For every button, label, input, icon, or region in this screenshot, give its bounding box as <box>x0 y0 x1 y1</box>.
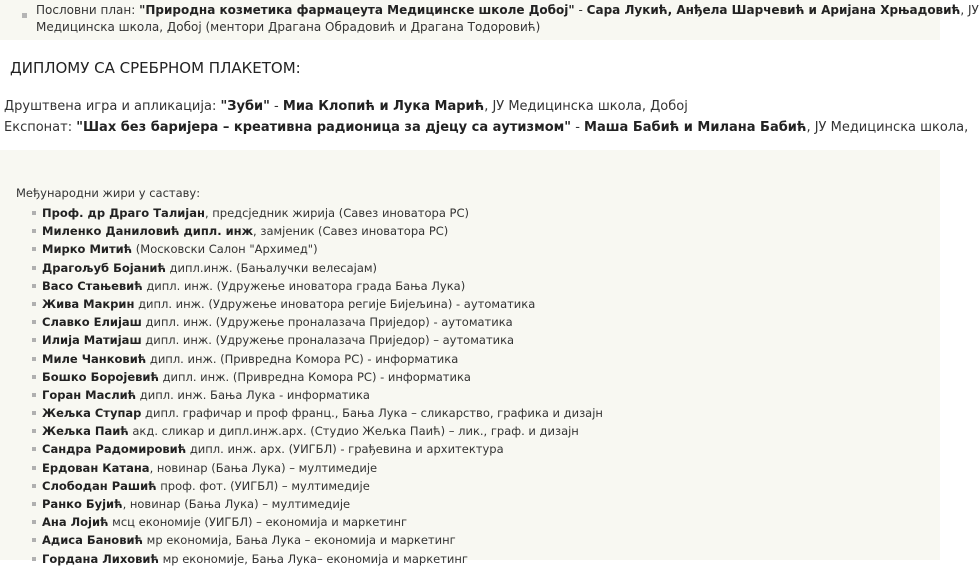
jury-member-name: Бошко Боројевић <box>42 369 159 384</box>
jury-member <box>16 477 603 495</box>
jury-member-name: Слободан Рашић <box>42 478 157 493</box>
jury-member-name: Жељка Ступар <box>42 406 142 421</box>
jury-member-desc: акд. сликар и дипл.инж.арх. (Студио Жељка Паић) – лик., граф. и дизајн <box>128 424 579 439</box>
jury-member-name: Славко Елијаш <box>42 315 142 330</box>
jury-intro: Међународни жири у саставу: <box>16 186 201 200</box>
jury-member-name: Драгољуб Бојанић <box>42 260 166 275</box>
jury-member-name: Ердован Катана <box>42 460 150 475</box>
jury-member-name: Жељка Паић <box>42 424 129 439</box>
jury-member-name: Ранко Бујић <box>42 497 123 511</box>
jury-member-desc: проф. фот. (УИГБЛ) – мултимедије <box>156 478 370 493</box>
jury-member <box>16 513 603 531</box>
jury-member-name: Васо Стањевић <box>42 278 143 293</box>
jury-member <box>16 404 603 422</box>
entry-rest: , ЈУ <box>960 3 979 17</box>
jury-member-name: Сандра Радомировић <box>42 442 187 457</box>
award-label: Експонат: <box>4 120 77 135</box>
jury-member <box>16 495 603 513</box>
award-dash: - <box>571 120 585 135</box>
award-rest: , ЈУ Медицинска школа, <box>806 120 969 135</box>
entry-title: "Природна козметика фармацеута Медицинске школе Добој" <box>139 3 575 17</box>
jury-member-name: Мирко Митић <box>42 242 133 257</box>
jury-member-desc: дипл. инж. (Привредна Комора РС) - информатика <box>158 369 471 384</box>
list-bullet <box>22 13 27 18</box>
jury-member <box>16 277 603 295</box>
jury-member-desc: , замјеник (Савез иноватора РС) <box>253 224 449 239</box>
jury-member-desc: (Московски Салон "Архимед") <box>132 242 318 257</box>
jury-member-name: Илија Матијаш <box>42 333 142 348</box>
jury-member-desc: дипл. инж. арх. (УИГБЛ) - грађевина и архитектура <box>186 442 504 457</box>
award-rest: , ЈУ Медицинска школа, Добој <box>484 99 688 114</box>
jury-member <box>16 550 603 568</box>
award-label: Друштвена игра и апликација: <box>4 99 221 114</box>
jury-member-desc: дипл. инж. (Удружење иноватора регије Бијељина) - аутоматика <box>134 296 536 311</box>
jury-member <box>16 422 603 440</box>
entry-label: Пословни план: <box>36 3 136 17</box>
section-heading: ДИПЛОМУ СА СРЕБРНОМ ПЛАКЕТОМ: <box>10 59 301 77</box>
jury-member-desc: , новинар (Бања Лука) – мултимедије <box>122 497 351 511</box>
award-entry <box>4 98 688 116</box>
jury-member-name: Проф. др Драго Талијан <box>42 206 205 220</box>
entry-dash: - <box>578 3 583 17</box>
jury-member-name: Гордана Лиховић <box>42 551 159 566</box>
jury-member <box>16 259 603 277</box>
jury-member-desc: дипл. инж. Бања Лука - информатика <box>136 387 370 402</box>
award-title: "Шах без баријера – креативна радионица за дјецу са аутизмом" <box>76 120 572 135</box>
jury-member-desc: дипл. инж. (Удружење проналазача Приједор) - аутоматика <box>141 315 513 330</box>
jury-member-desc: дипл.инж. (Бањалучки велесајам) <box>165 260 378 275</box>
award-authors: Маша Бабић и Милана Бабић <box>584 120 807 135</box>
jury-list <box>16 204 603 568</box>
jury-member-desc: дипл. графичар и проф франц., Бања Лука – сликарство, графика и дизајн <box>141 406 603 421</box>
jury-member-name: Миле Чанковић <box>42 351 147 366</box>
jury-member <box>16 531 603 549</box>
top-entry-line2: Медицинска школа, Добој (ментори Драгана Обрадовић и Драгана Тодоровић) <box>36 20 541 34</box>
jury-member <box>16 204 603 222</box>
jury-member-desc: мр економија, Бања Лука – економија и маркетинг <box>142 533 456 548</box>
award-authors: Миа Клопић и Лука Марић <box>282 99 485 114</box>
award-dash: - <box>269 99 283 114</box>
jury-member <box>16 313 603 331</box>
jury-member-desc: дипл. инж. (Удружење иноватора града Бања Лука) <box>142 278 466 293</box>
jury-member <box>16 386 603 404</box>
jury-member-name: Жива Макрин <box>42 296 135 311</box>
jury-member <box>16 368 603 386</box>
jury-member-name: Миленко Даниловић дипл. инж <box>42 224 254 239</box>
jury-member-desc: , предсједник жирија (Савез иноватора РС) <box>204 206 469 220</box>
jury-member-desc: мр економије, Бања Лука– економија и маркетинг <box>158 551 468 566</box>
jury-member <box>16 240 603 258</box>
jury-member <box>16 331 603 349</box>
entry-authors: Сара Лукић, Анђела Шарчевић и Аријана Хрњадовић <box>586 3 961 17</box>
award-entry <box>4 119 968 137</box>
jury-member-name: Горан Маслић <box>42 387 137 402</box>
jury-member <box>16 459 603 477</box>
top-entry-line1 <box>36 2 979 18</box>
jury-member-name: Адиса Бановић <box>42 533 143 548</box>
jury-member-desc: мсц економије (УИГБЛ) – економија и маркетинг <box>108 515 408 530</box>
jury-member-name: Ана Лојић <box>42 515 109 530</box>
jury-member <box>16 350 603 368</box>
award-title: "Зуби" <box>220 99 270 114</box>
jury-member <box>16 222 603 240</box>
jury-member <box>16 295 603 313</box>
jury-member-desc: , новинар (Бања Лука) – мултимедије <box>149 460 378 475</box>
jury-member-desc: дипл. инж. (Удружење проналазача Приједор) – аутоматика <box>141 333 515 348</box>
jury-member-desc: дипл. инж. (Привредна Комора РС) - информатика <box>146 351 459 366</box>
jury-member <box>16 440 603 458</box>
